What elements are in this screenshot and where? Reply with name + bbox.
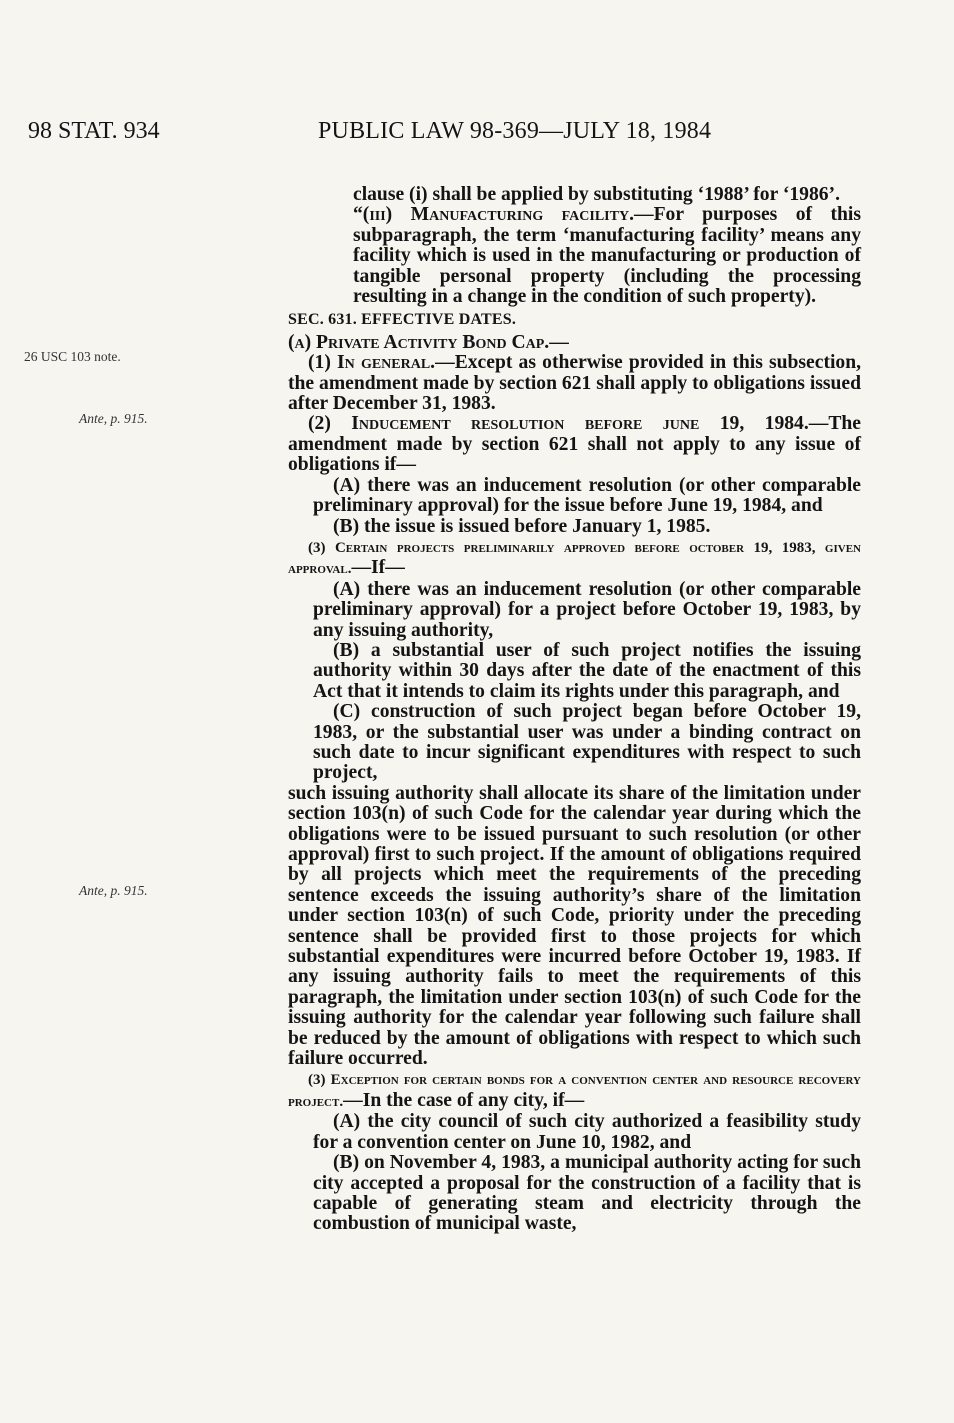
subsection-a-dash: — [549,331,569,353]
margin-note-ante-2: Ante, p. 915. [79,883,148,898]
paragraph-a1 [288,353,861,414]
paragraph-clause-continuation: clause (i) shall be applied by substituting ‘1988’ for ‘1986’. [353,184,840,205]
paragraph-a1-text: —Except as otherwise provided in this subsection, the amendment made by section 621 shall apply to obligations issued after December 31, 1983. [288,352,862,415]
paragraph-a2-heading: (2) Inducement resolution before june 19, 1984. [308,413,809,435]
margin-note-usc: 26 USC 103 note. [24,349,121,364]
subparagraph-a2-B: (B) the issue is issued before January 1, 1985. [333,515,711,537]
paragraph-manufacturing-facility [288,205,861,307]
section-heading [288,309,861,330]
paragraph-a3 [288,537,861,580]
subsection-a [288,333,861,353]
margin-note-ante-1: Ante, p. 915. [79,411,148,426]
subparagraph-a3-A: (A) there was an inducement resolution (or other comparable preliminary approval) for a project before October 19, 1983, by any issuing authority, [313,578,861,641]
paragraph-a2 [288,414,861,475]
clause-heading: “(iii) Manufacturing facility. [353,204,634,226]
subparagraph-a3-C: (C) construction of such project began before October 19, 1983, or the substantial user was under a binding contract on such date to incur significant expenditures with respect to such project, [313,701,861,784]
paragraph-a2-text: —The amendment made by section 621 shall not apply to any issue of obligations if— [288,413,861,476]
paragraph-a3-text: —If— [351,557,405,579]
paragraph-a3-flush: such issuing authority shall allocate its share of the limitation under section 103(n) of such Code for the calendar year during which the obligations were to be issued pursuant to such resolution (or other approval) first to such project. If the amount of obligations required by all projects which meet the requirements of the preceding sentence exceeds the issuing authority’s share of the limitation under section 103(n) of such Code, priority under the preceding sentence shall be provided first to those projects for which substantial expenditures were incurred before October 19, 1983. If any issuing authority fails to meet the requirements of this paragraph, the limitation under section 103(n) of such Code for the issuing authority for the calendar year following such failure shall be reduced by the amount of obligations with respect to which such failure occurred. [288,782,861,1070]
subparagraph-a2-A: (A) there was an inducement resolution (or other comparable preliminary approval) for the issue before June 19, 1984, and [313,474,861,517]
page-stat-number: 98 STAT. 934 [28,118,160,144]
clause-text: —For purposes of this subparagraph, the term ‘manufacturing facility’ means any facility which is used in the manufacturing or production of tangible personal property (including the processing resulting in a change in the condition of such property). [353,204,861,308]
paragraph-a1-heading: (1) In general. [308,352,436,374]
subsection-a-heading: (a) Private Activity Bond Cap. [288,331,550,353]
paragraph-a3-exception [288,1069,861,1112]
paragraph-a3-exception-heading: (3) Exception for certain bonds for a convention center and resource recovery project. [288,1072,861,1110]
subparagraph-exception-B: (B) on November 4, 1983, a municipal authority acting for such city accepted a proposal for the construction of a facility that is capable of generating steam and electricity through the combustion of municipal waste, [313,1152,861,1235]
body-text [288,185,861,1235]
paragraph-a3-exception-text: —In the case of any city, if— [343,1089,585,1111]
subparagraph-exception-A: (A) the city council of such city authorized a feasibility study for a convention center on June 10, 1982, and [313,1111,861,1153]
page-running-head: PUBLIC LAW 98-369—JULY 18, 1984 [318,118,712,144]
subparagraph-a3-B: (B) a substantial user of such project notifies the issuing authority within 30 days after the date of the enactment of this Act that it intends to claim its rights under this paragraph, and [313,639,861,702]
section-title: SEC. 631. EFFECTIVE DATES. [288,311,517,329]
paragraph-a3-heading: (3) Certain projects preliminarily approved before october 19, 1983, given approval. [288,539,861,578]
